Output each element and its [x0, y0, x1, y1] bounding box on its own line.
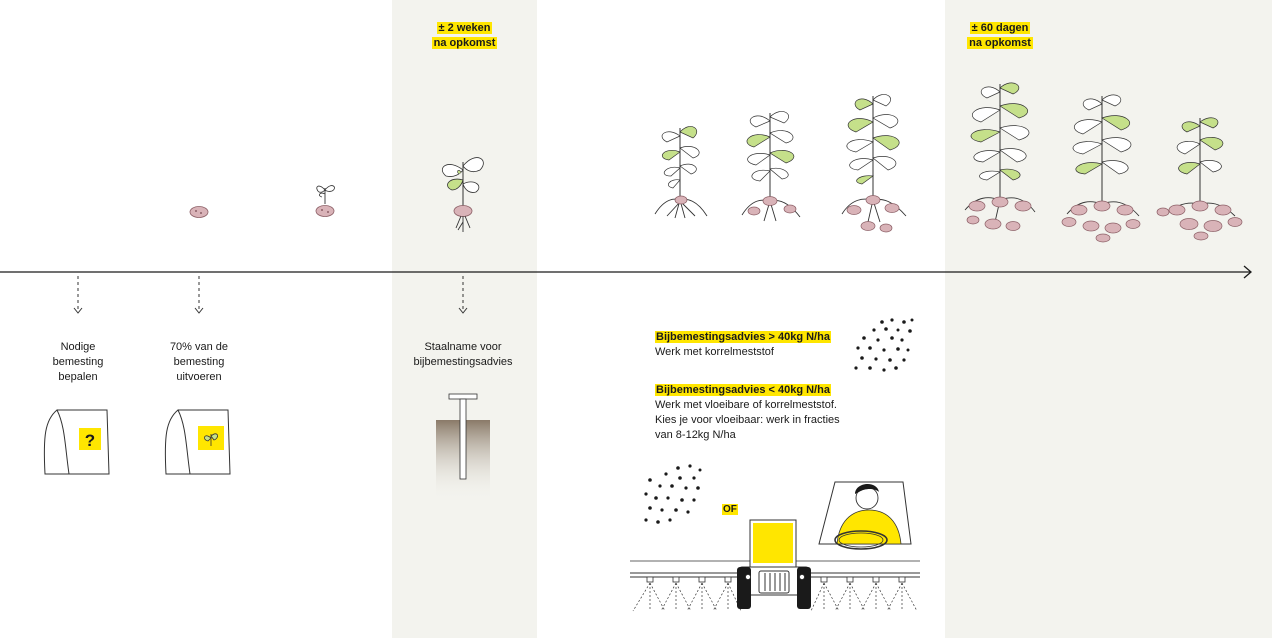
step-2-line-1: 70% van de — [169, 341, 229, 353]
stage-label-2-weeks-line2: na opkomst — [433, 37, 496, 49]
step-2-line-2: bemesting — [173, 356, 225, 368]
potato-plant-icon — [955, 80, 1045, 240]
advice-1-heading: Bijbemestingsadvies > 40kg N/ha — [656, 331, 830, 343]
advice-1-line-1: Werk met korrelmeststof — [655, 346, 774, 358]
sprouting-potato-icon — [310, 178, 340, 220]
potato-plant-icon — [1055, 92, 1150, 242]
stage-label-60-days-line1: ± 60 dagen — [971, 22, 1029, 34]
step-2-line-3: uitvoeren — [176, 371, 222, 383]
step-apply-70-percent — [159, 340, 239, 385]
potato-plant-icon — [730, 105, 810, 230]
tractor-sprayer-icon — [625, 515, 925, 615]
advice-2-line-3: van 8-12kg N/ha — [655, 429, 736, 441]
step-1-line-1: Nodige — [60, 341, 96, 353]
potato-plant-icon — [645, 118, 715, 228]
or-label: OF — [723, 504, 737, 515]
step-1-line-2: bemesting — [52, 356, 104, 368]
fertilizer-bag-icon — [164, 406, 234, 476]
advice-above-40kg — [655, 330, 831, 360]
step-1-line-3: bepalen — [58, 371, 98, 383]
step-3-line-2: bijbemestingsadvies — [413, 356, 513, 368]
step-sampling — [398, 340, 528, 370]
stage-label-60-days-line2: na opkomst — [969, 37, 1031, 49]
step-determine-fertilizer — [38, 340, 118, 385]
advice-2-heading: Bijbemestingsadvies < 40kg N/ha — [656, 384, 830, 396]
stage-label-2-weeks-line1: ± 2 weken — [438, 22, 491, 34]
step-3-line-1: Staalname voor — [424, 341, 502, 353]
fertilizer-bag-icon — [43, 406, 113, 476]
soil-probe-icon — [436, 390, 490, 500]
advice-2-line-2: Kies je voor vloeibaar: werk in fracties — [655, 414, 840, 426]
bag-question-mark: ? — [84, 431, 96, 450]
young-plant-icon — [428, 150, 498, 235]
potato-plant-icon — [1155, 112, 1245, 242]
seed-potato-icon — [189, 205, 209, 219]
potato-plant-icon — [828, 92, 918, 237]
advice-2-line-1: Werk met vloeibare of korrelmeststof. — [655, 399, 837, 411]
advice-below-40kg — [655, 383, 840, 443]
granules-icon — [852, 316, 916, 376]
